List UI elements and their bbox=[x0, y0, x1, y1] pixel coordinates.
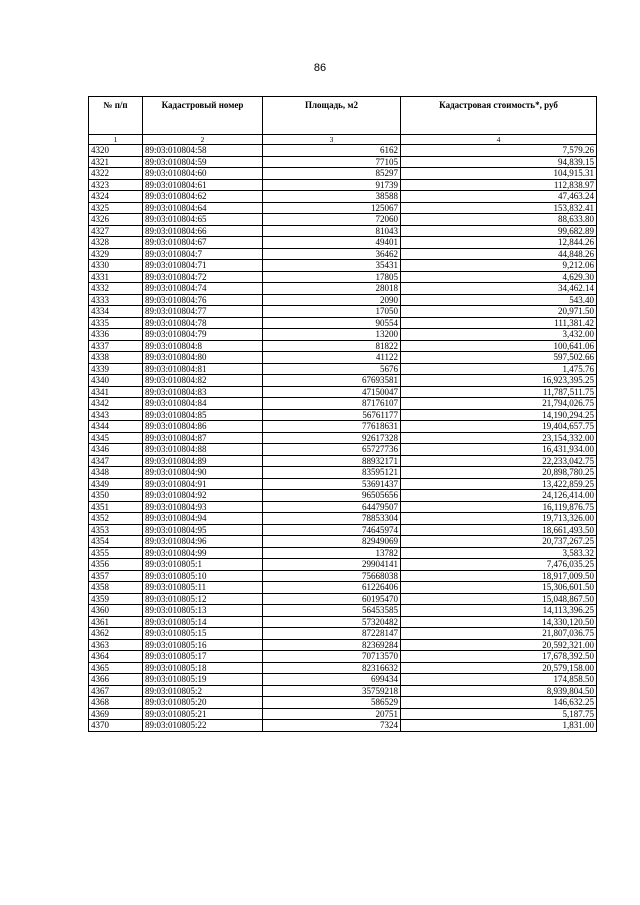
table-row bbox=[89, 616, 597, 628]
row-number-cell: 4331 bbox=[89, 271, 143, 283]
area-cell: 56761177 bbox=[263, 409, 401, 421]
area-cell: 82316632 bbox=[263, 662, 401, 674]
cadastral-number-cell: 89:03:010805:12 bbox=[143, 593, 263, 605]
table-row bbox=[89, 340, 597, 352]
cadastral-value-cell: 16,923,395.25 bbox=[401, 375, 597, 387]
table-row bbox=[89, 168, 597, 180]
row-number-cell: 4334 bbox=[89, 306, 143, 318]
cadastral-value-cell: 543.40 bbox=[401, 294, 597, 306]
area-cell: 56453585 bbox=[263, 605, 401, 617]
cadastral-value-cell: 7,476,035.25 bbox=[401, 559, 597, 571]
area-cell: 47150047 bbox=[263, 386, 401, 398]
row-number-cell: 4346 bbox=[89, 444, 143, 456]
area-cell: 586529 bbox=[263, 697, 401, 709]
page-number: 86 bbox=[313, 62, 327, 74]
cadastral-number-cell: 89:03:010804:8 bbox=[143, 340, 263, 352]
cadastral-value-cell: 11,787,511.75 bbox=[401, 386, 597, 398]
cadastral-number-cell: 89:03:010804:64 bbox=[143, 202, 263, 214]
table-row bbox=[89, 398, 597, 410]
area-cell: 38588 bbox=[263, 191, 401, 203]
header-cadastral-number: Кадастровый номер bbox=[143, 97, 263, 135]
table-row bbox=[89, 248, 597, 260]
cadastral-number-cell: 89:03:010805:18 bbox=[143, 662, 263, 674]
table-row bbox=[89, 363, 597, 375]
cadastral-number-cell: 89:03:010804:78 bbox=[143, 317, 263, 329]
table-row bbox=[89, 432, 597, 444]
cadastral-number-cell: 89:03:010805:17 bbox=[143, 651, 263, 663]
cadastral-number-cell: 89:03:010805:14 bbox=[143, 616, 263, 628]
cadastral-value-cell: 174,858.50 bbox=[401, 674, 597, 686]
row-number-cell: 4370 bbox=[89, 720, 143, 732]
cadastral-value-cell: 44,848.26 bbox=[401, 248, 597, 260]
cadastral-value-cell: 99,682.89 bbox=[401, 225, 597, 237]
area-cell: 17050 bbox=[263, 306, 401, 318]
row-number-cell: 4358 bbox=[89, 582, 143, 594]
row-number-cell: 4338 bbox=[89, 352, 143, 364]
cadastral-value-cell: 146,632.25 bbox=[401, 697, 597, 709]
row-number-cell: 4367 bbox=[89, 685, 143, 697]
cadastral-number-cell: 89:03:010804:77 bbox=[143, 306, 263, 318]
column-number: 1 bbox=[89, 135, 143, 145]
cadastral-value-cell: 111,381.42 bbox=[401, 317, 597, 329]
row-number-cell: 4343 bbox=[89, 409, 143, 421]
cadastral-number-cell: 89:03:010804:95 bbox=[143, 524, 263, 536]
row-number-cell: 4337 bbox=[89, 340, 143, 352]
cadastral-value-cell: 104,915.31 bbox=[401, 168, 597, 180]
table-row bbox=[89, 352, 597, 364]
area-cell: 87176107 bbox=[263, 398, 401, 410]
row-number-cell: 4361 bbox=[89, 616, 143, 628]
cadastral-value-cell: 22,233,042.75 bbox=[401, 455, 597, 467]
table-row bbox=[89, 271, 597, 283]
row-number-cell: 4333 bbox=[89, 294, 143, 306]
cadastral-value-cell: 3,583.32 bbox=[401, 547, 597, 559]
table-row bbox=[89, 202, 597, 214]
cadastral-number-cell: 89:03:010804:7 bbox=[143, 248, 263, 260]
row-number-cell: 4320 bbox=[89, 145, 143, 157]
row-number-cell: 4323 bbox=[89, 179, 143, 191]
table-row bbox=[89, 639, 597, 651]
cadastral-value-cell: 20,898,780.25 bbox=[401, 467, 597, 479]
cadastral-number-cell: 89:03:010805:11 bbox=[143, 582, 263, 594]
cadastral-number-cell: 89:03:010804:91 bbox=[143, 478, 263, 490]
row-number-cell: 4324 bbox=[89, 191, 143, 203]
area-cell: 83595121 bbox=[263, 467, 401, 479]
cadastral-number-cell: 89:03:010804:79 bbox=[143, 329, 263, 341]
table-row bbox=[89, 570, 597, 582]
cadastral-value-cell: 15,306,601.50 bbox=[401, 582, 597, 594]
cadastral-value-cell: 15,048,867.50 bbox=[401, 593, 597, 605]
table-row bbox=[89, 490, 597, 502]
table-row bbox=[89, 329, 597, 341]
area-cell: 72060 bbox=[263, 214, 401, 226]
cadastral-number-cell: 89:03:010804:94 bbox=[143, 513, 263, 525]
cadastral-number-cell: 89:03:010804:85 bbox=[143, 409, 263, 421]
cadastral-number-cell: 89:03:010805:10 bbox=[143, 570, 263, 582]
cadastral-number-cell: 89:03:010804:65 bbox=[143, 214, 263, 226]
column-number-row bbox=[89, 135, 597, 145]
cadastral-value-cell: 47,463.24 bbox=[401, 191, 597, 203]
cadastral-number-cell: 89:03:010804:67 bbox=[143, 237, 263, 249]
row-number-cell: 4339 bbox=[89, 363, 143, 375]
cadastral-value-cell: 19,404,657.75 bbox=[401, 421, 597, 433]
cadastral-number-cell: 89:03:010804:93 bbox=[143, 501, 263, 513]
table-row bbox=[89, 214, 597, 226]
cadastral-value-cell: 23,154,332.00 bbox=[401, 432, 597, 444]
table-row bbox=[89, 605, 597, 617]
area-cell: 13782 bbox=[263, 547, 401, 559]
table-row bbox=[89, 375, 597, 387]
area-cell: 125067 bbox=[263, 202, 401, 214]
cadastral-value-cell: 1,475.76 bbox=[401, 363, 597, 375]
area-cell: 49401 bbox=[263, 237, 401, 249]
area-cell: 90554 bbox=[263, 317, 401, 329]
cadastral-value-cell: 597,502.66 bbox=[401, 352, 597, 364]
row-number-cell: 4328 bbox=[89, 237, 143, 249]
table-body bbox=[89, 145, 597, 732]
row-number-cell: 4357 bbox=[89, 570, 143, 582]
row-number-cell: 4351 bbox=[89, 501, 143, 513]
row-number-cell: 4348 bbox=[89, 467, 143, 479]
table-row bbox=[89, 478, 597, 490]
area-cell: 67693581 bbox=[263, 375, 401, 387]
area-cell: 57320482 bbox=[263, 616, 401, 628]
cadastral-value-cell: 94,839.15 bbox=[401, 156, 597, 168]
table-row bbox=[89, 547, 597, 559]
area-cell: 5676 bbox=[263, 363, 401, 375]
row-number-cell: 4363 bbox=[89, 639, 143, 651]
cadastral-number-cell: 89:03:010804:87 bbox=[143, 432, 263, 444]
cadastral-number-cell: 89:03:010805:15 bbox=[143, 628, 263, 640]
area-cell: 53691437 bbox=[263, 478, 401, 490]
cadastral-number-cell: 89:03:010804:84 bbox=[143, 398, 263, 410]
cadastral-number-cell: 89:03:010804:80 bbox=[143, 352, 263, 364]
cadastral-value-cell: 16,431,934.00 bbox=[401, 444, 597, 456]
area-cell: 7324 bbox=[263, 720, 401, 732]
area-cell: 35759218 bbox=[263, 685, 401, 697]
cadastral-number-cell: 89:03:010805:1 bbox=[143, 559, 263, 571]
cadastral-number-cell: 89:03:010804:88 bbox=[143, 444, 263, 456]
cadastral-value-cell: 21,794,026.75 bbox=[401, 398, 597, 410]
area-cell: 91739 bbox=[263, 179, 401, 191]
area-cell: 36462 bbox=[263, 248, 401, 260]
area-cell: 77105 bbox=[263, 156, 401, 168]
area-cell: 699434 bbox=[263, 674, 401, 686]
row-number-cell: 4332 bbox=[89, 283, 143, 295]
table-row bbox=[89, 179, 597, 191]
cadastral-number-cell: 89:03:010804:81 bbox=[143, 363, 263, 375]
table-row bbox=[89, 294, 597, 306]
row-number-cell: 4368 bbox=[89, 697, 143, 709]
area-cell: 35431 bbox=[263, 260, 401, 272]
table-row bbox=[89, 697, 597, 709]
row-number-cell: 4362 bbox=[89, 628, 143, 640]
area-cell: 75668038 bbox=[263, 570, 401, 582]
table-row bbox=[89, 283, 597, 295]
cadastral-number-cell: 89:03:010805:22 bbox=[143, 720, 263, 732]
area-cell: 87228147 bbox=[263, 628, 401, 640]
area-cell: 13200 bbox=[263, 329, 401, 341]
cadastral-number-cell: 89:03:010804:89 bbox=[143, 455, 263, 467]
area-cell: 85297 bbox=[263, 168, 401, 180]
header-area: Площадь, м2 bbox=[263, 97, 401, 135]
area-cell: 29904141 bbox=[263, 559, 401, 571]
table-row bbox=[89, 306, 597, 318]
cadastral-value-cell: 20,592,321.00 bbox=[401, 639, 597, 651]
cadastral-value-cell: 18,917,009.50 bbox=[401, 570, 597, 582]
area-cell: 28018 bbox=[263, 283, 401, 295]
cadastral-number-cell: 89:03:010805:16 bbox=[143, 639, 263, 651]
cadastral-value-cell: 16,119,876.75 bbox=[401, 501, 597, 513]
area-cell: 41122 bbox=[263, 352, 401, 364]
row-number-cell: 4364 bbox=[89, 651, 143, 663]
table-row bbox=[89, 191, 597, 203]
cadastral-value-cell: 12,844.26 bbox=[401, 237, 597, 249]
area-cell: 81822 bbox=[263, 340, 401, 352]
table-row bbox=[89, 386, 597, 398]
cadastral-value-cell: 100,641.06 bbox=[401, 340, 597, 352]
cadastral-number-cell: 89:03:010805:19 bbox=[143, 674, 263, 686]
column-number: 3 bbox=[263, 135, 401, 145]
row-number-cell: 4352 bbox=[89, 513, 143, 525]
cadastral-number-cell: 89:03:010805:21 bbox=[143, 708, 263, 720]
area-cell: 6162 bbox=[263, 145, 401, 157]
area-cell: 92617328 bbox=[263, 432, 401, 444]
row-number-cell: 4321 bbox=[89, 156, 143, 168]
table-row bbox=[89, 409, 597, 421]
area-cell: 60195470 bbox=[263, 593, 401, 605]
cadastral-number-cell: 89:03:010804:96 bbox=[143, 536, 263, 548]
table-row bbox=[89, 260, 597, 272]
table-header-row bbox=[89, 97, 597, 135]
table-row bbox=[89, 421, 597, 433]
cadastral-value-cell: 21,807,036.75 bbox=[401, 628, 597, 640]
cadastral-number-cell: 89:03:010804:86 bbox=[143, 421, 263, 433]
cadastral-number-cell: 89:03:010804:90 bbox=[143, 467, 263, 479]
row-number-cell: 4366 bbox=[89, 674, 143, 686]
cadastral-number-cell: 89:03:010804:76 bbox=[143, 294, 263, 306]
row-number-cell: 4325 bbox=[89, 202, 143, 214]
row-number-cell: 4359 bbox=[89, 593, 143, 605]
table-row bbox=[89, 513, 597, 525]
cadastral-value-cell: 13,422,859.25 bbox=[401, 478, 597, 490]
cadastral-value-cell: 18,661,493.50 bbox=[401, 524, 597, 536]
row-number-cell: 4369 bbox=[89, 708, 143, 720]
table-row bbox=[89, 455, 597, 467]
area-cell: 78853304 bbox=[263, 513, 401, 525]
row-number-cell: 4330 bbox=[89, 260, 143, 272]
table-row bbox=[89, 708, 597, 720]
header-row-number: № п/п bbox=[89, 97, 143, 135]
cadastral-number-cell: 89:03:010805:20 bbox=[143, 697, 263, 709]
row-number-cell: 4356 bbox=[89, 559, 143, 571]
cadastral-value-cell: 8,939,804.50 bbox=[401, 685, 597, 697]
cadastral-number-cell: 89:03:010804:74 bbox=[143, 283, 263, 295]
cadastral-number-cell: 89:03:010804:59 bbox=[143, 156, 263, 168]
cadastral-number-cell: 89:03:010804:92 bbox=[143, 490, 263, 502]
table-row bbox=[89, 651, 597, 663]
row-number-cell: 4326 bbox=[89, 214, 143, 226]
row-number-cell: 4322 bbox=[89, 168, 143, 180]
table-row bbox=[89, 145, 597, 157]
area-cell: 74645974 bbox=[263, 524, 401, 536]
row-number-cell: 4329 bbox=[89, 248, 143, 260]
cadastral-value-cell: 3,432.00 bbox=[401, 329, 597, 341]
row-number-cell: 4336 bbox=[89, 329, 143, 341]
table-row bbox=[89, 524, 597, 536]
column-number: 4 bbox=[401, 135, 597, 145]
row-number-cell: 4345 bbox=[89, 432, 143, 444]
cadastral-value-cell: 9,212.06 bbox=[401, 260, 597, 272]
cadastral-value-cell: 4,629.30 bbox=[401, 271, 597, 283]
cadastral-value-cell: 17,678,392.50 bbox=[401, 651, 597, 663]
row-number-cell: 4335 bbox=[89, 317, 143, 329]
cadastral-number-cell: 89:03:010804:60 bbox=[143, 168, 263, 180]
header-cadastral-value: Кадастровая стоимость*, руб bbox=[401, 97, 597, 135]
row-number-cell: 4327 bbox=[89, 225, 143, 237]
area-cell: 65727736 bbox=[263, 444, 401, 456]
row-number-cell: 4360 bbox=[89, 605, 143, 617]
cadastral-number-cell: 89:03:010804:72 bbox=[143, 271, 263, 283]
table-row bbox=[89, 444, 597, 456]
area-cell: 82949069 bbox=[263, 536, 401, 548]
cadastral-value-cell: 34,462.14 bbox=[401, 283, 597, 295]
cadastral-value-cell: 88,633.80 bbox=[401, 214, 597, 226]
cadastral-number-cell: 89:03:010804:83 bbox=[143, 386, 263, 398]
row-number-cell: 4347 bbox=[89, 455, 143, 467]
cadastral-number-cell: 89:03:010804:82 bbox=[143, 375, 263, 387]
cadastral-value-cell: 5,187.75 bbox=[401, 708, 597, 720]
cadastral-value-cell: 19,713,326.00 bbox=[401, 513, 597, 525]
cadastral-number-cell: 89:03:010804:99 bbox=[143, 547, 263, 559]
cadastral-value-cell: 24,126,414.00 bbox=[401, 490, 597, 502]
area-cell: 96505656 bbox=[263, 490, 401, 502]
table-row bbox=[89, 467, 597, 479]
cadastral-value-cell: 112,838.97 bbox=[401, 179, 597, 191]
cadastral-value-cell: 20,737,267.25 bbox=[401, 536, 597, 548]
cadastral-value-cell: 20,579,158.00 bbox=[401, 662, 597, 674]
table-row bbox=[89, 317, 597, 329]
row-number-cell: 4342 bbox=[89, 398, 143, 410]
area-cell: 17805 bbox=[263, 271, 401, 283]
table-row bbox=[89, 536, 597, 548]
table-row bbox=[89, 237, 597, 249]
table-row bbox=[89, 559, 597, 571]
table-row bbox=[89, 156, 597, 168]
cadastral-value-cell: 14,330,120.50 bbox=[401, 616, 597, 628]
area-cell: 77618631 bbox=[263, 421, 401, 433]
row-number-cell: 4349 bbox=[89, 478, 143, 490]
table-row bbox=[89, 593, 597, 605]
cadastral-table bbox=[88, 96, 597, 732]
area-cell: 64479507 bbox=[263, 501, 401, 513]
row-number-cell: 4354 bbox=[89, 536, 143, 548]
cadastral-number-cell: 89:03:010804:61 bbox=[143, 179, 263, 191]
cadastral-value-cell: 7,579.26 bbox=[401, 145, 597, 157]
cadastral-number-cell: 89:03:010804:71 bbox=[143, 260, 263, 272]
table-row bbox=[89, 501, 597, 513]
table-row bbox=[89, 720, 597, 732]
table-row bbox=[89, 685, 597, 697]
area-cell: 2090 bbox=[263, 294, 401, 306]
table-row bbox=[89, 674, 597, 686]
row-number-cell: 4353 bbox=[89, 524, 143, 536]
area-cell: 70713570 bbox=[263, 651, 401, 663]
area-cell: 20751 bbox=[263, 708, 401, 720]
column-number: 2 bbox=[143, 135, 263, 145]
cadastral-value-cell: 14,113,396.25 bbox=[401, 605, 597, 617]
table-row bbox=[89, 662, 597, 674]
cadastral-number-cell: 89:03:010804:66 bbox=[143, 225, 263, 237]
row-number-cell: 4350 bbox=[89, 490, 143, 502]
cadastral-number-cell: 89:03:010805:2 bbox=[143, 685, 263, 697]
cadastral-value-cell: 20,971.50 bbox=[401, 306, 597, 318]
table-row bbox=[89, 225, 597, 237]
table-row bbox=[89, 628, 597, 640]
row-number-cell: 4341 bbox=[89, 386, 143, 398]
area-cell: 88932171 bbox=[263, 455, 401, 467]
cadastral-number-cell: 89:03:010804:58 bbox=[143, 145, 263, 157]
cadastral-value-cell: 14,190,294.25 bbox=[401, 409, 597, 421]
row-number-cell: 4355 bbox=[89, 547, 143, 559]
table-row bbox=[89, 582, 597, 594]
cadastral-value-cell: 153,832.41 bbox=[401, 202, 597, 214]
cadastral-value-cell: 1,831.00 bbox=[401, 720, 597, 732]
row-number-cell: 4344 bbox=[89, 421, 143, 433]
area-cell: 61226406 bbox=[263, 582, 401, 594]
cadastral-number-cell: 89:03:010805:13 bbox=[143, 605, 263, 617]
area-cell: 82369284 bbox=[263, 639, 401, 651]
row-number-cell: 4365 bbox=[89, 662, 143, 674]
area-cell: 81043 bbox=[263, 225, 401, 237]
row-number-cell: 4340 bbox=[89, 375, 143, 387]
cadastral-number-cell: 89:03:010804:62 bbox=[143, 191, 263, 203]
